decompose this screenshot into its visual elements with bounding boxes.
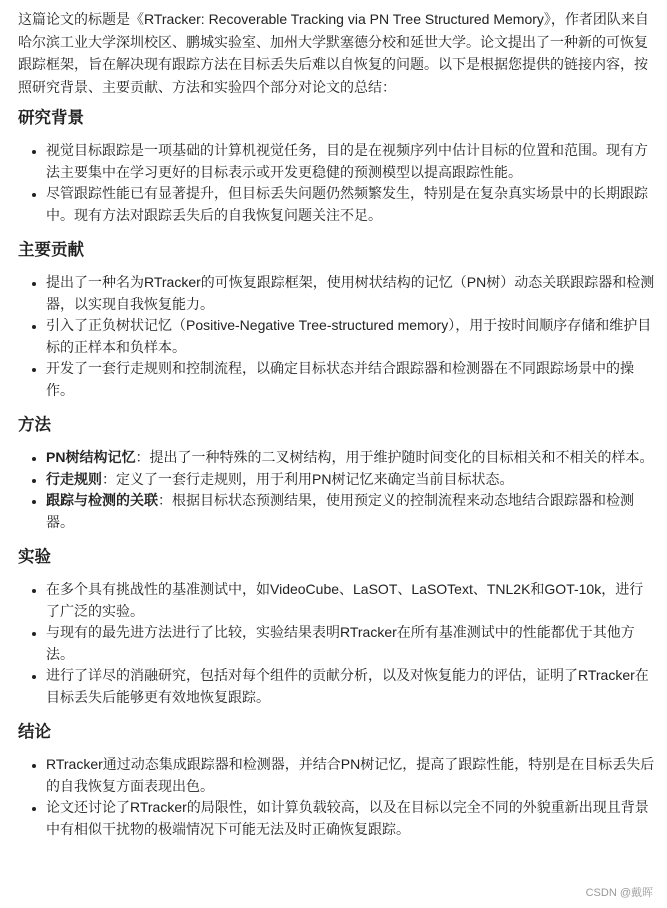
list-item — [46, 447, 657, 469]
method-list — [18, 447, 657, 533]
list-item: • 视觉目标跟踪是一项基础的计算机视觉任务，目的是在视频序列中估计目标的位置和范围。现有方法主要集中在学习更好的目标表示或开发更稳健的预测模型以提高跟踪性能。 — [46, 140, 657, 183]
section-experiments — [18, 545, 657, 708]
section-background — [18, 106, 657, 226]
conclusion-list — [18, 754, 657, 840]
term-description: ：定义了一套行走规则，用于利用PN树记忆来确定当前目标状态。 — [102, 470, 514, 487]
section-title-method: 方法 — [18, 416, 51, 434]
list-item: • 进行了详尽的消融研究，包括对每个组件的贡献分析，以及对恢复能力的评估，证明了RTracker在目标丢失后能够更有效地恢复跟踪。 — [46, 665, 657, 708]
list-item: • 尽管跟踪性能已有显著提升，但目标丢失问题仍然频繁发生，特别是在复杂真实场景中的长期跟踪中。现有方法对跟踪丢失后的自我恢复问题关注不足。 — [46, 183, 657, 226]
section-method — [18, 413, 657, 533]
list-item: • 提出了一种名为RTracker的可恢复跟踪框架，使用树状结构的记忆（PN树）动态关联跟踪器和检测器，以实现自我恢复能力。 — [46, 272, 657, 315]
section-contributions — [18, 238, 657, 401]
list-item: • 与现有的最先进方法进行了比较，实验结果表明RTracker在所有基准测试中的性能都优于其他方法。 — [46, 622, 657, 665]
section-conclusion — [18, 720, 657, 840]
section-title-background: 研究背景 — [18, 109, 84, 127]
section-title-experiments: 实验 — [18, 548, 51, 566]
list-item: • RTracker通过动态集成跟踪器和检测器，并结合PN树记忆，提高了跟踪性能，特别是在目标丢失后的自我恢复方面表现出色。 — [46, 754, 657, 797]
section-title-contributions: 主要贡献 — [18, 241, 84, 259]
term-bold: PN树结构记忆 — [46, 449, 136, 465]
term-bold: 跟踪与检测的关联 — [46, 492, 158, 508]
term-bold: 行走规则 — [46, 470, 102, 487]
term-description: ：提出了一种特殊的二叉树结构，用于维护随时间变化的目标相关和不相关的样本。 — [135, 449, 654, 465]
term-description: ：根据目标状态预测结果，使用预定义的控制流程来动态地结合跟踪器和检测器。 — [46, 492, 634, 530]
csdn-watermark: CSDN @戴晖 — [585, 887, 653, 899]
list-item — [46, 490, 657, 533]
list-item: • 开发了一套行走规则和控制流程，以确定目标状态并结合跟踪器和检测器在不同跟踪场景中的操作。 — [46, 358, 657, 401]
contributions-list — [18, 272, 657, 401]
background-list — [18, 140, 657, 226]
intro-paragraph: 这篇论文的标题是《RTracker: Recoverable Tracking via PN Tree Structured Memory》，作者团队来自哈尔滨工业大学深圳校区、鹏城实验室、加州大学默塞德分校和延世大学。论文提出了一种新的可恢复跟踪框架，旨在解决现有跟踪方法在目标丢失后难以自恢复的问题。以下是根据您提供的链接内容，按照研究背景、主要贡献、方法和实验四个部分对论文的总结： — [18, 11, 649, 95]
list-item — [46, 469, 657, 491]
section-title-conclusion: 结论 — [18, 723, 51, 741]
list-item: • 论文还讨论了RTracker的局限性，如计算负载较高，以及在目标以完全不同的外貌重新出现且背景中有相似干扰物的极端情况下可能无法及时正确恢复跟踪。 — [46, 797, 657, 840]
list-item: • 引入了正负树状记忆（Positive-Negative Tree-structured memory），用于按时间顺序存储和维护目标的正样本和负样本。 — [46, 315, 657, 358]
experiments-list — [18, 579, 657, 708]
list-item: • 在多个具有挑战性的基准测试中，如VideoCube、LaSOT、LaSOText、TNL2K和GOT-10k，进行了广泛的实验。 — [46, 579, 657, 622]
